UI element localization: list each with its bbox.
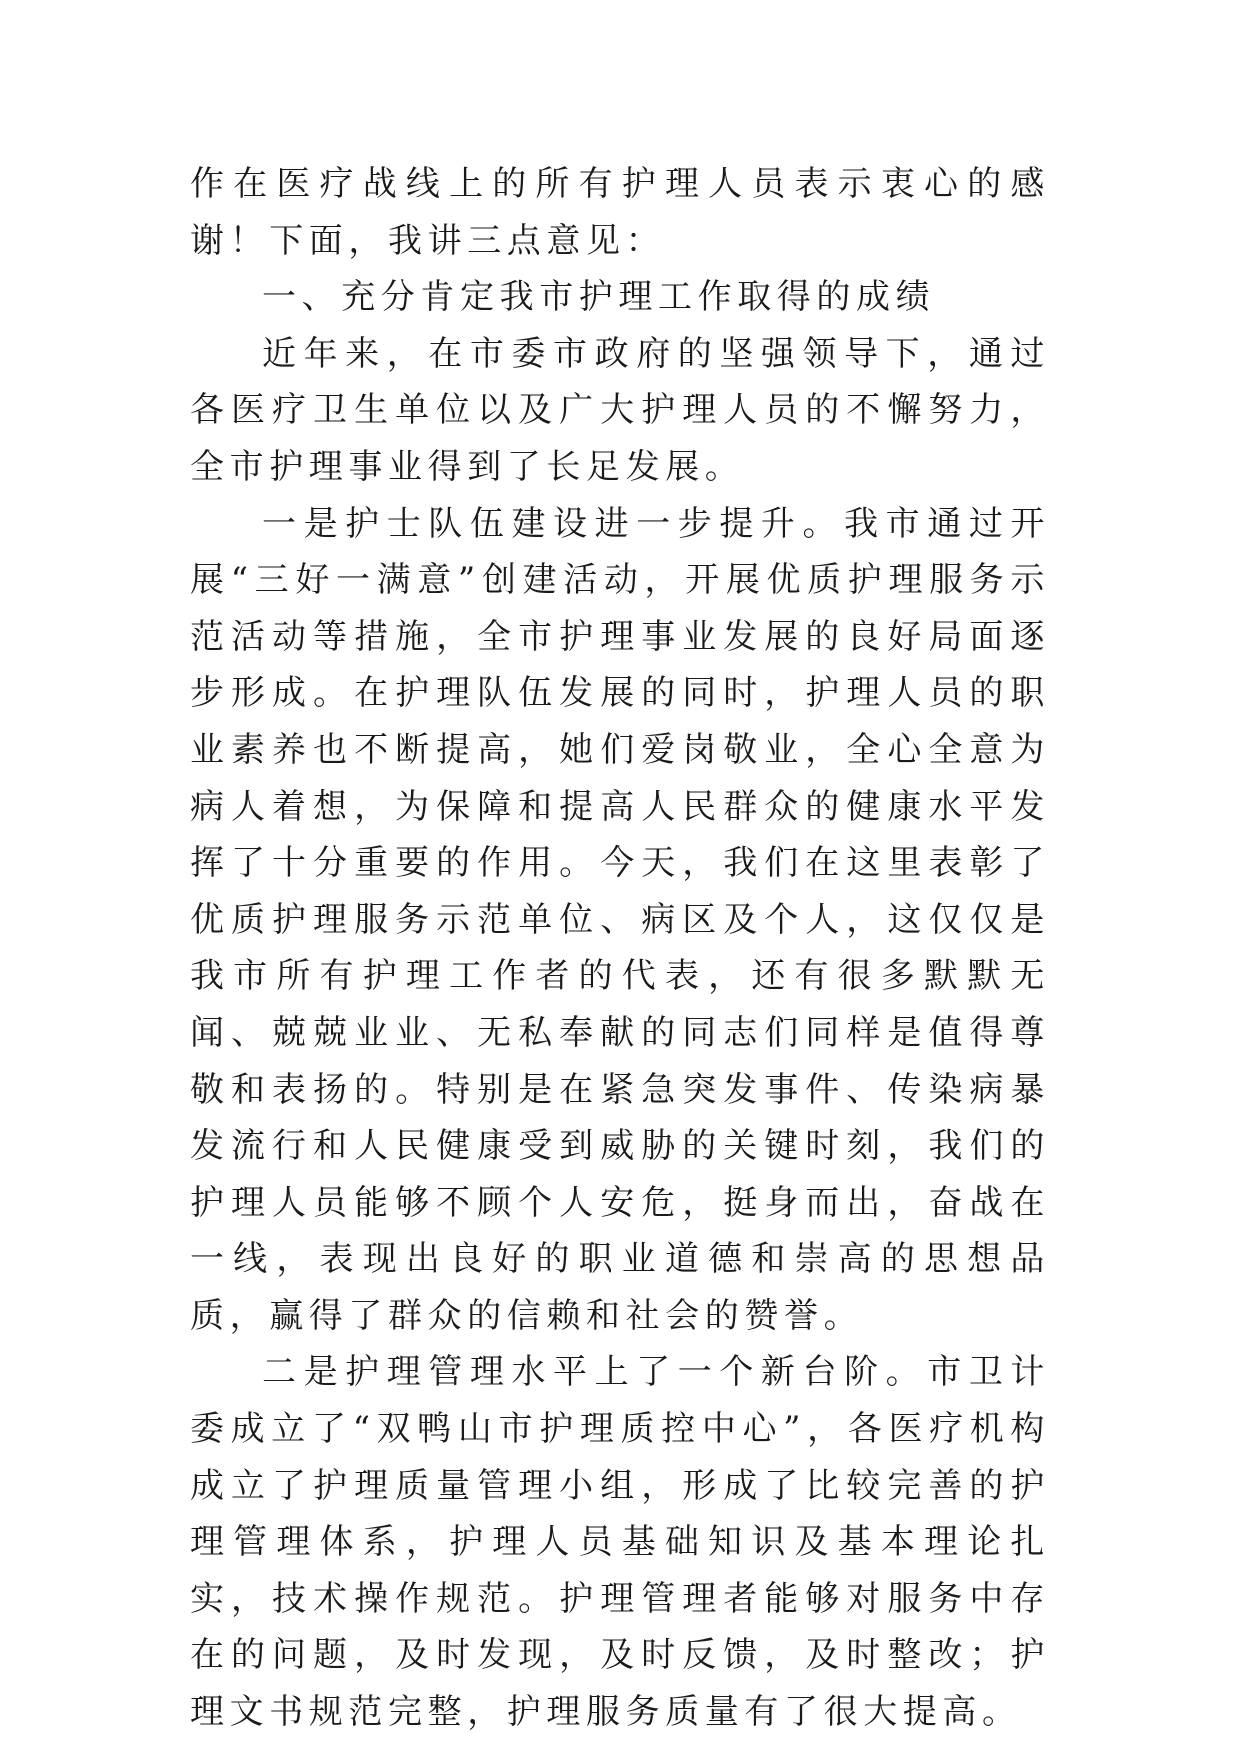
section-heading: 一、充分肯定我市护理工作取得的成绩 — [262, 277, 936, 318]
document-body — [190, 156, 1050, 1741]
paragraph-point-two: 二是护理管理水平上了一个新台阶。市卫计委成立了“双鸭山市护理质控中心”，各医疗机构成立了护理质量管理小组，形成了比较完善的护理管理体系，护理人员基础知识及基本理论扎实，技术操作规范。护理管理者能够对服务中存在的问题，及时发现，及时反馈，及时整改；护理文书规范完整，护理服务质量有了很大提高。 — [190, 1352, 1050, 1733]
paragraph-continuation: 作在医疗战线上的所有护理人员表示衷心的感谢！下面，我讲三点意见： — [190, 164, 1050, 261]
paragraph-point-one: 一是护士队伍建设进一步提升。我市通过开展“三好一满意”创建活动，开展优质护理服务示范活动等措施，全市护理事业发展的良好局面逐步形成。在护理队伍发展的同时，护理人员的职业素养也不断提高，她们爱岗敬业，全心全意为病人着想，为保障和提高人民群众的健康水平发挥了十分重要的作用。今天，我们在这里表彰了优质护理服务示范单位、病区及个人，这仅仅是我市所有护理工作者的代表，还有很多默默无闻、兢兢业业、无私奉献的同志们同样是值得尊敬和表扬的。特别是在紧急突发事件、传染病暴发流行和人民健康受到威胁的关键时刻，我们的护理人员能够不顾个人安危，挺身而出，奋战在一线，表现出良好的职业道德和崇高的思想品质，赢得了群众的信赖和社会的赞誉。 — [190, 503, 1050, 1336]
paragraph-intro: 近年来，在市委市政府的坚强领导下，通过各医疗卫生单位以及广大护理人员的不懈努力，全市护理事业得到了长足发展。 — [190, 333, 1050, 487]
